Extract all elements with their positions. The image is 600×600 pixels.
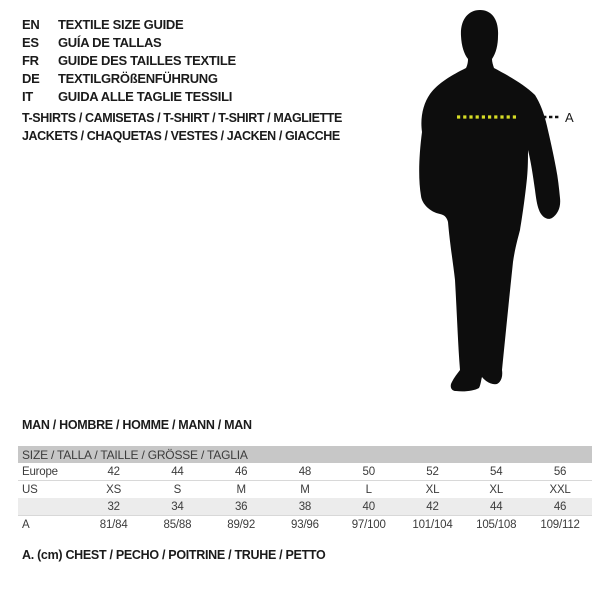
- size-cell: 50: [337, 463, 401, 481]
- size-cell: 54: [464, 463, 528, 481]
- size-cell: 105/108: [476, 518, 517, 531]
- language-row-en: [22, 16, 236, 34]
- man-silhouette-svg: [400, 0, 600, 410]
- size-cell: 36: [209, 498, 273, 516]
- size-cell: 42: [82, 463, 146, 481]
- language-code: DE: [22, 71, 40, 86]
- row-label: [18, 498, 82, 516]
- product-line-tshirts: T-SHIRTS / CAMISETAS / T-SHIRT / T-SHIRT / MAGLIETTE: [22, 111, 342, 125]
- table-row-us-numeric: [18, 498, 592, 516]
- size-cell: L: [365, 483, 372, 496]
- language-label: GUÍA DE TALLAS: [58, 35, 162, 50]
- man-silhouette: [419, 10, 560, 391]
- size-table: [18, 446, 592, 533]
- size-cell: 97/100: [351, 518, 386, 531]
- language-label: GUIDA ALLE TAGLIE TESSILI: [58, 89, 233, 104]
- row-label: Europe: [18, 463, 82, 481]
- size-cell: 38: [273, 498, 337, 516]
- size-cell: 89/92: [227, 518, 256, 531]
- size-cell: 46: [209, 463, 273, 481]
- man-figure: [400, 0, 600, 410]
- language-row-fr: [22, 52, 236, 70]
- size-cell: XL: [489, 483, 504, 496]
- language-label: TEXTILGRÖßENFÜHRUNG: [58, 71, 218, 86]
- measure-label-a: A: [565, 110, 574, 125]
- language-code: IT: [22, 89, 33, 104]
- size-cell: 81/84: [99, 518, 128, 531]
- product-line-jackets: JACKETS / CHAQUETAS / VESTES / JACKEN / GIACCHE: [22, 129, 340, 143]
- size-cell: S: [173, 483, 182, 496]
- size-cell: 44: [464, 498, 528, 516]
- language-label: TEXTILE SIZE GUIDE: [58, 17, 184, 32]
- size-table-header-row: [18, 446, 592, 463]
- language-code: FR: [22, 53, 39, 68]
- row-label: A: [22, 518, 30, 531]
- size-cell: XS: [106, 483, 122, 496]
- language-list: [22, 16, 236, 106]
- size-cell: 56: [528, 463, 592, 481]
- size-cell: 93/96: [291, 518, 319, 531]
- section-title-man: MAN / HOMBRE / HOMME / MANN / MAN: [22, 418, 252, 432]
- language-row-de: [22, 70, 236, 88]
- size-cell: 46: [528, 498, 592, 516]
- language-row-it: [22, 88, 236, 106]
- size-cell: 48: [273, 463, 337, 481]
- size-cell: 85/88: [163, 518, 192, 531]
- size-cell: M: [300, 483, 310, 496]
- language-row-es: [22, 34, 236, 52]
- size-table-header: SIZE / TALLA / TAILLE / GRÖSSE / TAGLIA: [18, 446, 592, 463]
- table-row-us: [18, 481, 592, 499]
- size-cell: 34: [146, 498, 210, 516]
- size-cell: XXL: [549, 483, 571, 496]
- size-cell: XL: [425, 483, 440, 496]
- size-cell: 109/112: [540, 518, 580, 531]
- table-row-europe: [18, 463, 592, 481]
- table-row-chest-a: [18, 516, 592, 534]
- product-categories: [22, 109, 342, 145]
- language-code: ES: [22, 35, 39, 50]
- language-code: EN: [22, 17, 40, 32]
- size-cell: 32: [82, 498, 146, 516]
- size-cell: 44: [146, 463, 210, 481]
- size-cell: 42: [401, 498, 465, 516]
- footnote-chest: A. (cm) CHEST / PECHO / POITRINE / TRUHE / PETTO: [22, 548, 326, 562]
- size-cell: 52: [401, 463, 465, 481]
- size-cell: 101/104: [412, 518, 453, 531]
- size-cell: M: [236, 483, 246, 496]
- size-cell: 40: [337, 498, 401, 516]
- row-label: US: [22, 483, 38, 496]
- language-label: GUIDE DES TAILLES TEXTILE: [58, 53, 236, 68]
